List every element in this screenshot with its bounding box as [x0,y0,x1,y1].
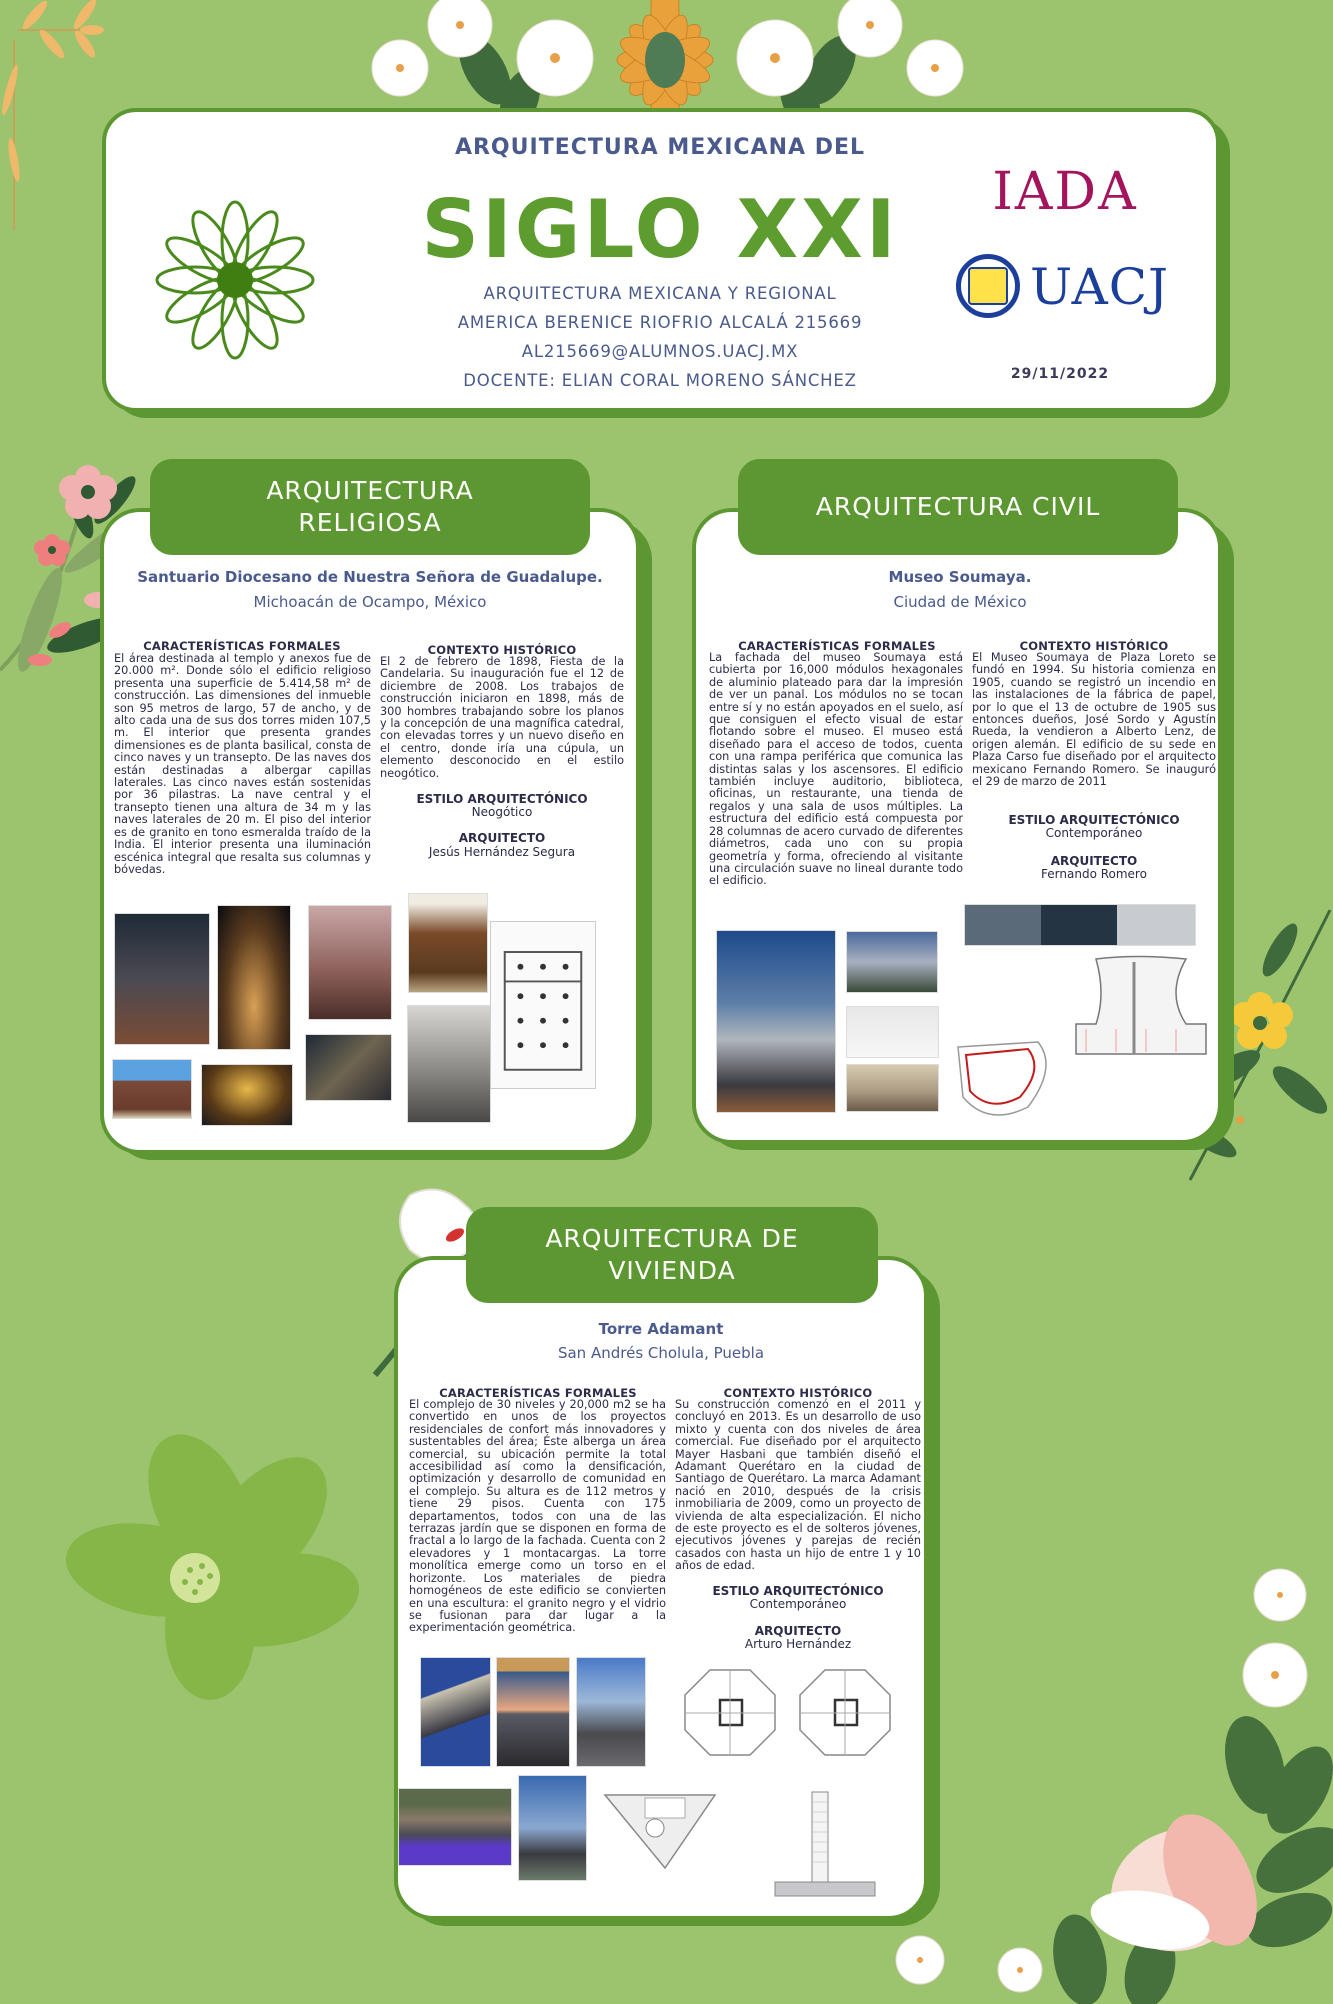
vivienda-formal-text: El complejo de 30 niveles y 20,000 m2 se ha convertido en unos de los proyectos residenciales de confort más innovadores y sustentables del área; Éste alberga un área comercial, su ubicación permite la total accesibilidad así como la densificación, optimización y desarrollo de comunidad en el complejo. Su altura es de 112 metros y tiene 29 pisos. Cuenta con 175 departamentos, todos con una de las terrazas jardín que se disponen en forma de fractal a lo largo de la fachada. Cuenta con 2 elevadores y 1 montacargas. La torre monolítica emerge como un torso en el horizonte. Los materiales de piedra homogéneos de este edificio se convierten en una escultura: el granito negro y el vidrio se fusionan para dar lugar a la experimentación geométrica. [409,1398,666,1635]
civil-tab [738,459,1178,555]
civil-formal-heading: CARACTERÍSTICAS FORMALES [738,639,936,653]
uacj-logo: UACJ [1030,258,1170,316]
civil-formal-text: La fachada del museo Soumaya está cubierta por 16,000 módulos hexagonales de aluminio plateado para dar la impresión de ver un panal. Los módulos no se tocan entre sí y no están apoyados en el suelo, así que consiguen el efecto visual de estar flotando sobre el museo. El museo está diseñado para el acceso de todos, cuenta con una rampa periférica que comunica las distintas salas y los ascensores. El edificio también incluye auditorio, biblioteca, oficinas, un restaurante, una tienda de regalos y una sala de usos múltiples. La estructura del edificio está compuesta por 28 columnas de acero curvado de diferentes diámetros, cada uno con su propia geometría y forma, ofreciendo al visitante una circulación suave no lineal durante todo el edificio. [709,651,963,888]
vivienda-tab-line2: VIVIENDA [608,1256,736,1285]
soumaya-structure-renders [964,904,1196,946]
vivienda-location: San Andrés Cholula, Puebla [557,1344,765,1362]
soumaya-gallery-photo [846,1064,939,1112]
religiosa-tab-line1: ARQUITECTURA [266,476,474,505]
adamant-terrace-photo [496,1657,570,1767]
cathedral-bw-photo [407,1005,491,1123]
civil-history-text: El Museo Soumaya de Plaza Loreto se fundó en 1994. Su historia comienza en 1905, cuando se registró un incendio en las instalaciones de la fábrica de papel, por lo que el 13 de octubre de 1905 sus entonces dueños, José Sordo y Agustín Rueda, la vendieron a Alberto Lenz, de origen alemán. El edificio de su sede en Plaza Carso fue diseñado por el arquitecto mexicano Fernando Romero. Se inauguró el 29 de marzo de 2011 [972,651,1216,789]
vivienda-tab-line1: ARQUITECTURA DE [545,1224,799,1253]
religiosa-architect-value: Jesús Hernández Segura [428,845,576,859]
religiosa-architect-heading: ARQUITECTO [458,831,546,845]
religiosa-style-heading: ESTILO ARQUITECTÓNICO [416,792,588,806]
vivienda-architect-heading: ARQUITECTO [754,1624,842,1638]
adamant-street-photo [518,1775,587,1881]
large-green-flower-icon [50,1430,350,1670]
teacher-name: DOCENTE: ELIAN CORAL MORENO SÁNCHEZ [463,371,857,390]
cathedral-night-photo [217,905,291,1050]
uacj-seal-icon [956,254,1020,318]
soumaya-dusk-photo [846,931,938,993]
course-name: ARQUITECTURA MEXICANA Y REGIONAL [483,284,837,303]
civil-style-heading: ESTILO ARQUITECTÓNICO [1008,813,1180,827]
religiosa-subject: Santuario Diocesano de Nuestra Señora de Guadalupe. [137,568,603,586]
cathedral-nave-photo [308,905,392,1020]
civil-architect-value: Fernando Romero [1041,867,1147,881]
religiosa-tab-line2: RELIGIOSA [298,508,442,537]
soumaya-section-drawing [1056,954,1214,1059]
religiosa-formal-text: El área destinada al templo y anexos fue de 20.000 m². Donde sólo el edificio religioso presenta una superficie de 5.414,58 m² de construcción. Las dimensiones del inmueble son 95 metros de largo, 57 de ancho, y de alto cada una de sus dos torres miden 107,5 m. El interior que presenta grandes dimensiones es de planta basilical, consta de cinco naves y un transepto. De las naves dos están destinadas a albergar capillas laterales. Las cinco naves están sostenidas por 36 pilastras. La nave central y el transepto tienen una altura de 34 m y las naves laterales de 20 m. El piso del interior es de granito en tono esmeralda traído de la India. El interior presenta una iluminación escénica integral que resalta sus columnas y bóvedas. [114,652,371,876]
vivienda-style-value: Contemporáneo [749,1597,847,1611]
adamant-lounge-photo [398,1788,512,1866]
civil-tab-label: ARQUITECTURA CIVIL [815,492,1101,521]
religiosa-formal-heading: CARACTERÍSTICAS FORMALES [143,639,341,653]
cathedral-organ-photo [114,913,210,1045]
wheat-sprig-icon [0,0,110,230]
civil-style-value: Contemporáneo [1045,826,1143,840]
religiosa-style-value: Neogótico [471,805,533,819]
daisy-outline-icon [150,205,320,355]
civil-history-heading: CONTEXTO HISTÓRICO [1019,639,1169,653]
adamant-elevation-drawing [770,1790,880,1900]
cathedral-vault-photo [305,1034,392,1101]
soumaya-ramp-photo [846,1006,939,1058]
adamant-site-plan [600,1790,730,1870]
vivienda-tab [466,1207,878,1303]
header-kicker: ARQUITECTURA MEXICANA DEL [454,135,866,160]
student-email: AL215669@ALUMNOS.UACJ.MX [521,342,799,361]
cathedral-interior-photo [201,1064,293,1126]
cathedral-floor-plan [490,921,596,1089]
vivienda-architect-value: Arturo Hernández [744,1637,852,1651]
adamant-tower-photo [576,1657,646,1767]
vivienda-style-heading: ESTILO ARQUITECTÓNICO [712,1584,884,1598]
religiosa-history-text: El 2 de febrero de 1898, Fiesta de la Candelaria. Su inauguración fue el 12 de diciembre de 2008. Los trabajos de construcción iniciaron en 1898, más de 300 hombres trabajando sobre los planos y la concepción de una magnífica catedral, con elevadas torres y un nuevo diseño en el centro, donde iría una cúpula, un elemento desconocido en el estilo neogótico. [380,655,624,780]
adamant-floor-plan-2 [790,1665,902,1760]
vivienda-history-text: Su construcción comenzó en el 2011 y concluyó en 2013. Es un desarrollo de uso mixto y cuenta con dos niveles de área comercial. Fue diseñado por el arquitecto Mayer Hasbani que también diseñó el Adamant Querétaro en la ciudad de Santiago de Querétaro. La marca Adamant nació en 2010, después de la crisis inmobiliaria de 2009, como un proyecto de vivienda de alta especialización. El nicho de este proyecto es el de solteros jóvenes, ejecutivos jóvenes y parejas de recién casados con hasta un hijo de entre 1 y 10 años de edad. [675,1398,921,1573]
civil-subject: Museo Soumaya. [888,568,1032,586]
flower-garland-icon [360,0,980,125]
page-title: SIGLO XXI [421,183,899,276]
religiosa-location: Michoacán de Ocampo, México [253,593,487,611]
soumaya-floor-plan [948,1027,1058,1127]
poster-date: 29/11/2022 [1010,366,1110,382]
adamant-facade-photo [420,1657,491,1767]
adamant-floor-plan-1 [675,1665,787,1760]
civil-architect-heading: ARQUITECTO [1050,854,1138,868]
vivienda-formal-heading: CARACTERÍSTICAS FORMALES [439,1386,637,1400]
religiosa-history-heading: CONTEXTO HISTÓRICO [427,643,577,657]
vivienda-history-heading: CONTEXTO HISTÓRICO [723,1386,873,1400]
soumaya-exterior-photo [716,930,836,1113]
cathedral-facade-photo [408,893,488,993]
cathedral-exterior-photo [112,1059,192,1119]
iada-logo: IADA [992,162,1138,222]
vivienda-subject: Torre Adamant [598,1320,724,1338]
student-name: AMERICA BERENICE RIOFRIO ALCALÁ 215669 [457,313,863,332]
religiosa-tab [150,459,590,555]
civil-location: Ciudad de México [893,593,1027,611]
